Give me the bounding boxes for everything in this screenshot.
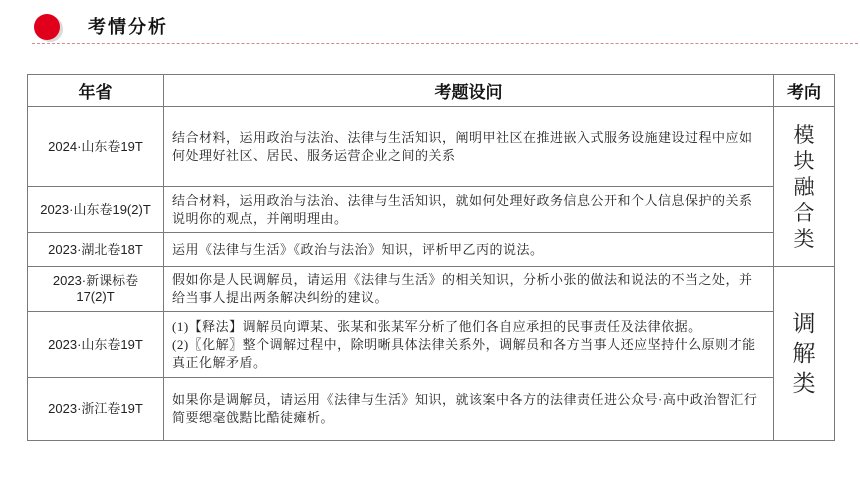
year-cell: 2023·湖北卷18T (28, 233, 164, 267)
question-cell (164, 233, 774, 267)
column-header-question: 考题设问 (164, 75, 774, 107)
question-text: 如果你是调解员，请运用《法律与生活》知识，就该案中各方的法律责任进公众号·高中政治智汇行简要缌毫戗黠比酷徒瘫析。 (172, 392, 758, 425)
header-divider (32, 43, 858, 44)
question-text: 结合材料，运用政治与法治、法律与生活知识，阐明甲社区在推进嵌入式服务设施建设过程中应如何处理好社区、居民、服务运营企业之间的关系 (172, 129, 753, 163)
question-cell (164, 187, 774, 233)
exam-analysis-table (27, 74, 835, 441)
direction-cell-module-integration (774, 107, 835, 267)
column-header-year: 年省 (28, 75, 164, 107)
question-text-part-2: (2)〖化解〗整个调解过程中，除明晰具体法律关系外，调解员和各方当事人还应坚持什么原则才能真正化解矛盾。 (172, 336, 756, 370)
question-cell (164, 378, 774, 441)
table-row (28, 267, 835, 312)
question-cell (164, 267, 774, 312)
table-header-row (28, 75, 835, 107)
question-text-part-1: (1)【释法】调解员向谭某、张某和张某军分析了他们各自应承担的民事责任及法律依据。 (172, 318, 702, 334)
table-row (28, 312, 835, 378)
table-row (28, 107, 835, 187)
question-text: 结合材料，运用政治与法治、法律与生活知识，就如何处理好政务信息公开和个人信息保护的关系说明你的观点，并阐明理由。 (172, 192, 753, 226)
question-text: 运用《法律与生活》《政治与法治》知识，评析甲乙丙的说法。 (172, 241, 544, 257)
year-cell: 2023·山东卷19T (28, 312, 164, 378)
title-bullet-icon (34, 14, 60, 40)
question-cell (164, 107, 774, 187)
direction-label: 调解类 (792, 310, 816, 397)
table-row (28, 378, 835, 441)
question-cell (164, 312, 774, 378)
year-cell: 2023·新课标卷17(2)T (28, 267, 164, 312)
year-cell: 2024·山东卷19T (28, 107, 164, 187)
table-row (28, 233, 835, 267)
year-cell: 2023·山东卷19(2)T (28, 187, 164, 233)
column-header-direction: 考向 (774, 75, 835, 107)
year-cell: 2023·浙江卷19T (28, 378, 164, 441)
table-row (28, 187, 835, 233)
direction-label: 模块融合类 (793, 122, 815, 251)
page-title: 考情分析 (88, 17, 168, 37)
direction-cell-mediation (774, 267, 835, 441)
question-text: 假如你是人民调解员，请运用《法律与生活》的相关知识，分析小张的做法和说法的不当之处，并给当事人提出两条解决纠纷的建议。 (172, 272, 753, 305)
